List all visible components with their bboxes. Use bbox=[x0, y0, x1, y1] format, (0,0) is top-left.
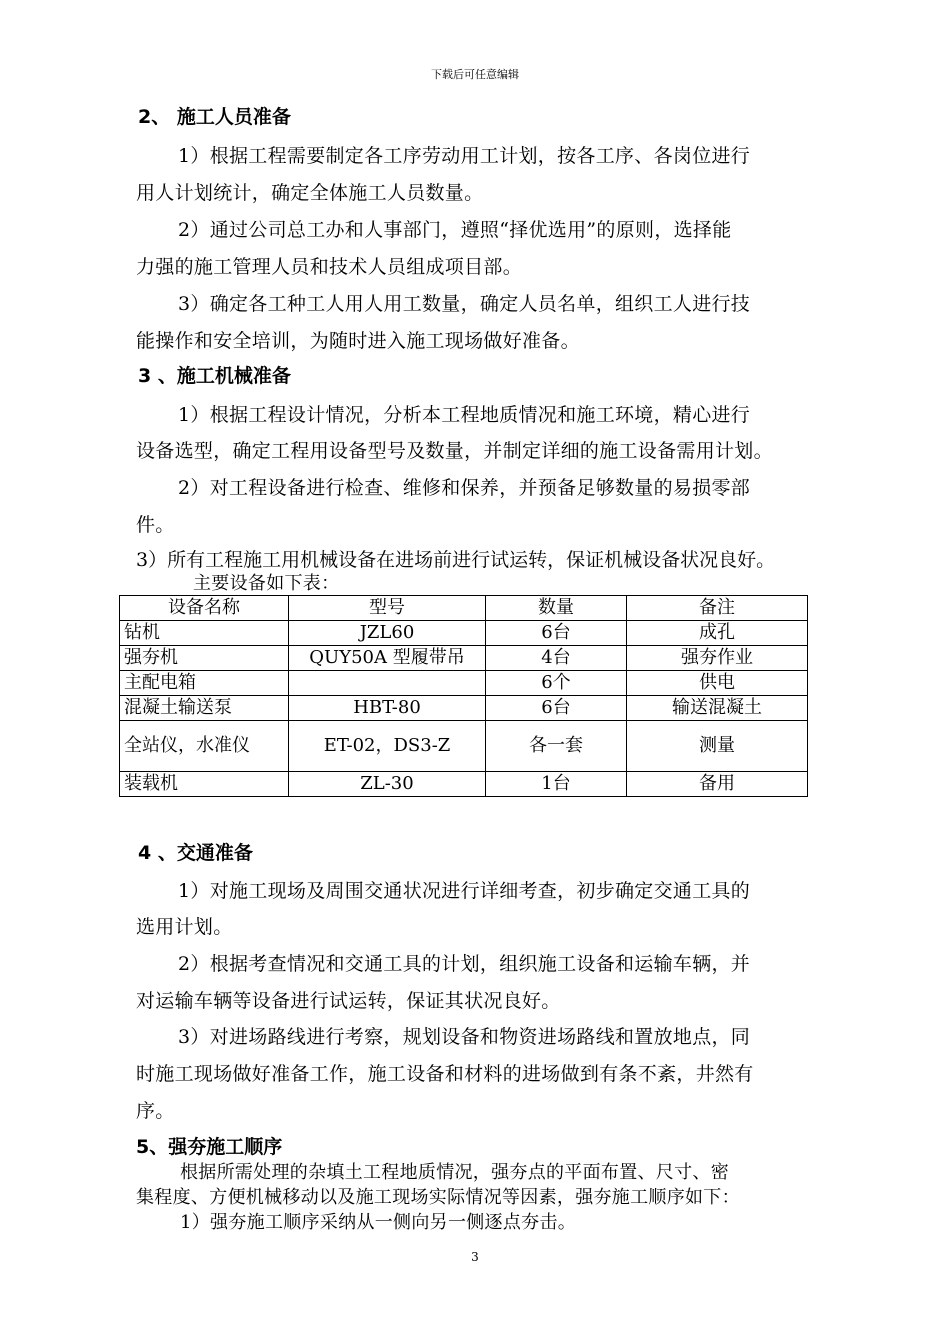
table-cell: 6个 bbox=[486, 671, 627, 696]
paragraph-line: 2）通过公司总工办和人事部门，遵照“择优选用”的原则，选择能 bbox=[178, 219, 732, 241]
table-cell: 4台 bbox=[486, 646, 627, 671]
paragraph-line: 设备选型，确定工程用设备型号及数量，并制定详细的施工设备需用计划。 bbox=[136, 440, 773, 462]
table-cell: 钻机 bbox=[120, 621, 289, 646]
table-header-cell: 备注 bbox=[627, 596, 808, 621]
table-cell: 测量 bbox=[627, 721, 808, 772]
page-header: 下载后可任意编辑 bbox=[431, 68, 519, 81]
table-caption: 主要设备如下表： bbox=[193, 573, 340, 594]
table-header-cell: 数量 bbox=[486, 596, 627, 621]
section-2-title: 2、 施工人员准备 bbox=[138, 106, 291, 128]
paragraph-line: 3）所有工程施工用机械设备在进场前进行试运转，保证机械设备状况良好。 bbox=[136, 549, 776, 571]
table-header-row bbox=[120, 596, 808, 621]
paragraph-line: 时施工现场做好准备工作，施工设备和材料的进场做到有条不紊，井然有 bbox=[136, 1063, 754, 1085]
table-cell: 全站仪，水准仪 bbox=[120, 721, 289, 772]
paragraph-line: 1）强夯施工顺序采纳从一侧向另一侧逐点夯击。 bbox=[180, 1212, 577, 1233]
paragraph-line: 2）根据考查情况和交通工具的计划，组织施工设备和运输车辆，并 bbox=[178, 953, 751, 975]
table-cell: 成孔 bbox=[627, 621, 808, 646]
section-3-title: 3 、施工机械准备 bbox=[138, 365, 291, 387]
table-cell: 强夯机 bbox=[120, 646, 289, 671]
table-header-cell: 设备名称 bbox=[120, 596, 289, 621]
paragraph-line: 根据所需处理的杂填土工程地质情况，强夯点的平面布置、尺寸、密 bbox=[180, 1162, 729, 1183]
table-cell: ET-02，DS3-Z bbox=[289, 721, 486, 772]
table-cell: 各一套 bbox=[486, 721, 627, 772]
table-cell: 供电 bbox=[627, 671, 808, 696]
table-cell: 输送混凝土 bbox=[627, 696, 808, 721]
table-cell: 主配电箱 bbox=[120, 671, 289, 696]
table-cell: 混凝土输送泵 bbox=[120, 696, 289, 721]
table-row bbox=[120, 772, 808, 797]
table-row bbox=[120, 721, 808, 772]
table-cell: 6台 bbox=[486, 621, 627, 646]
paragraph-line: 1）根据工程需要制定各工序劳动用工计划，按各工序、各岗位进行 bbox=[178, 145, 751, 167]
paragraph-line: 1）根据工程设计情况，分析本工程地质情况和施工环境，精心进行 bbox=[178, 404, 751, 426]
paragraph-line: 件。 bbox=[136, 514, 175, 536]
paragraph-line: 3）对进场路线进行考察，规划设备和物资进场路线和置放地点，同 bbox=[178, 1026, 751, 1048]
table-cell: 强夯作业 bbox=[627, 646, 808, 671]
paragraph-line: 1）对施工现场及周围交通状况进行详细考查，初步确定交通工具的 bbox=[178, 880, 751, 902]
paragraph-line: 3）确定各工种工人用人用工数量，确定人员名单，组织工人进行技 bbox=[178, 293, 751, 315]
table-cell: QUY50A 型履带吊 bbox=[289, 646, 486, 671]
paragraph-line: 2）对工程设备进行检查、维修和保养，并预备足够数量的易损零部 bbox=[178, 477, 751, 499]
table-cell: 备用 bbox=[627, 772, 808, 797]
page-number: 3 bbox=[471, 1250, 479, 1264]
table-cell: JZL60 bbox=[289, 621, 486, 646]
table-cell: 6台 bbox=[486, 696, 627, 721]
table-header-cell: 型号 bbox=[289, 596, 486, 621]
section-4-title: 4 、交通准备 bbox=[138, 842, 253, 864]
paragraph-line: 集程度、方便机械移动以及施工现场实际情况等因素，强夯施工顺序如下： bbox=[136, 1187, 740, 1208]
table-row bbox=[120, 621, 808, 646]
paragraph-line: 能操作和安全培训，为随时进入施工现场做好准备。 bbox=[136, 330, 580, 352]
table-cell: 1台 bbox=[486, 772, 627, 797]
paragraph-line: 选用计划。 bbox=[136, 916, 233, 938]
paragraph-line: 用人计划统计，确定全体施工人员数量。 bbox=[136, 182, 484, 204]
table-row bbox=[120, 646, 808, 671]
paragraph-line: 力强的施工管理人员和技术人员组成项目部。 bbox=[136, 256, 523, 278]
equipment-table bbox=[119, 595, 808, 797]
table-row bbox=[120, 671, 808, 696]
paragraph-line: 对运输车辆等设备进行试运转，保证其状况良好。 bbox=[136, 990, 561, 1012]
table-row bbox=[120, 696, 808, 721]
table-cell: HBT-80 bbox=[289, 696, 486, 721]
table-cell: 装载机 bbox=[120, 772, 289, 797]
table-cell bbox=[289, 671, 486, 696]
section-5-title: 5、强夯施工顺序 bbox=[136, 1136, 283, 1158]
paragraph-line: 序。 bbox=[136, 1100, 175, 1122]
table-cell: ZL-30 bbox=[289, 772, 486, 797]
